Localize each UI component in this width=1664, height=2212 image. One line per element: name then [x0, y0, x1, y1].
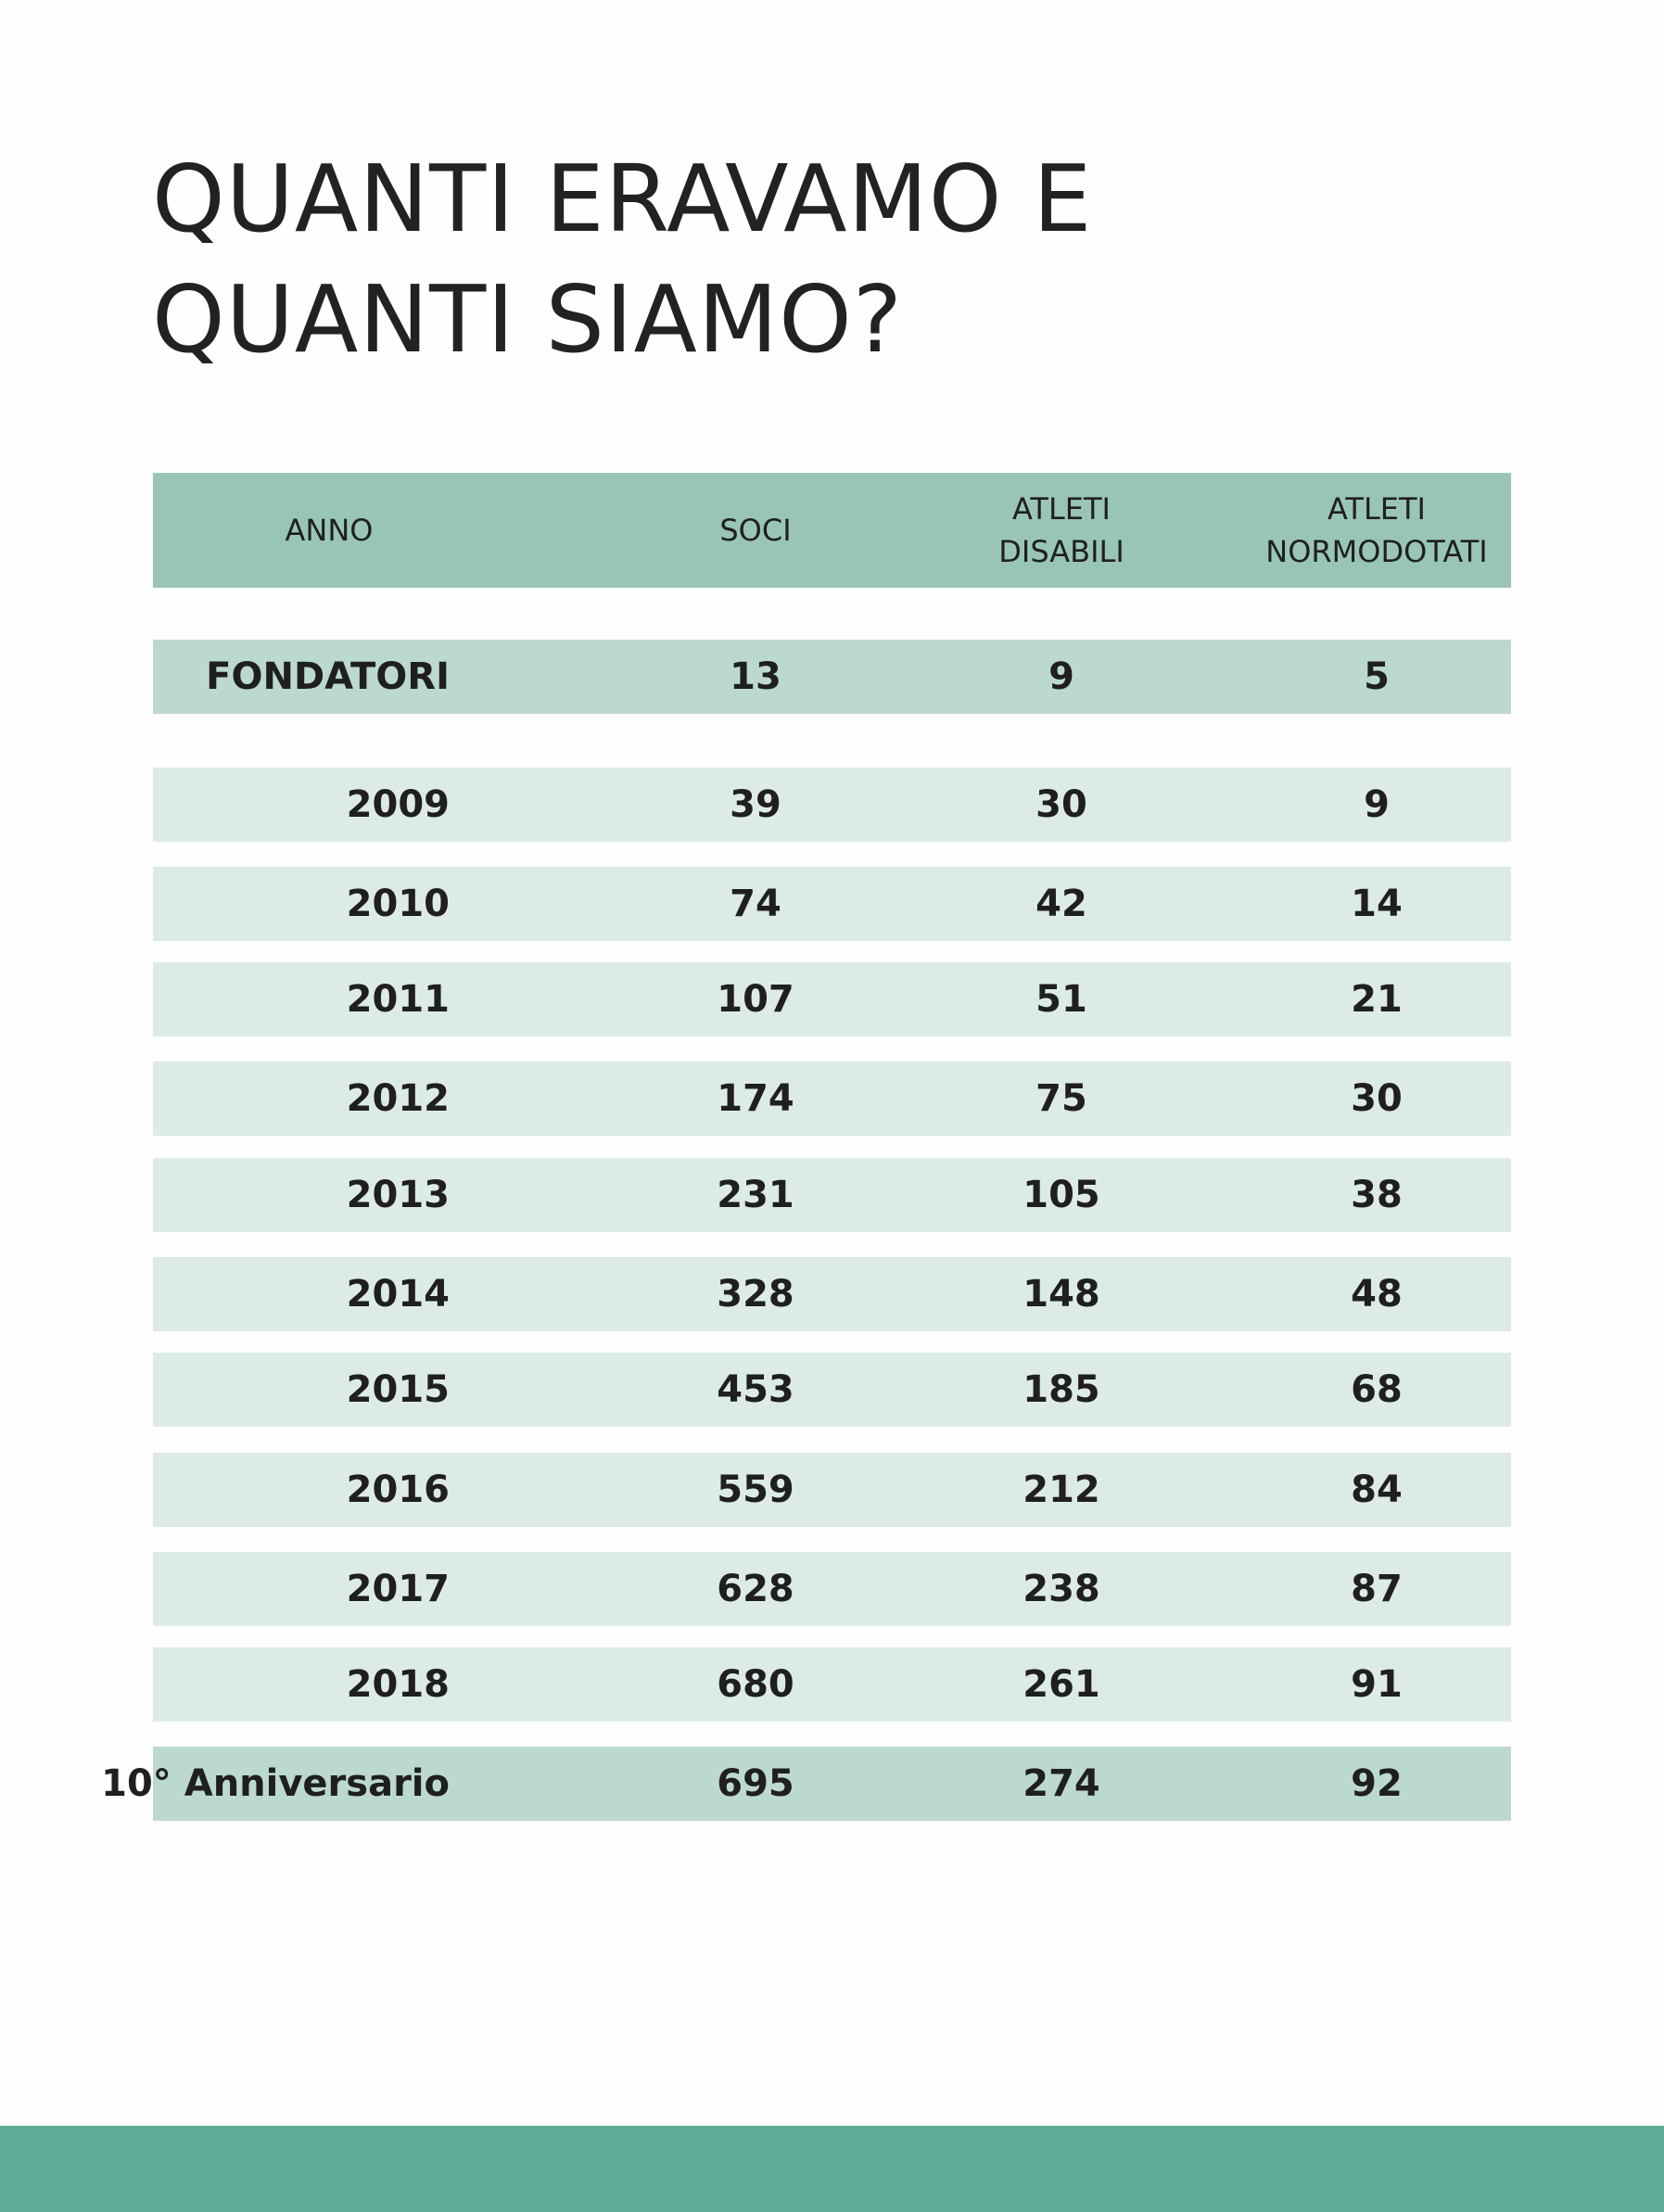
- cell-atleti-normodotati: 91: [1351, 1663, 1403, 1706]
- table-row: [153, 1453, 1511, 1527]
- cell-atleti-disabili: 9: [1048, 655, 1074, 698]
- cell-atleti-normodotati: 38: [1351, 1174, 1403, 1216]
- cell-atleti-normodotati: 48: [1351, 1273, 1403, 1316]
- cell-atleti-normodotati: 21: [1351, 978, 1403, 1021]
- cell-anno: 10° Anniversario: [101, 1762, 450, 1805]
- cell-anno: 2013: [346, 1174, 450, 1216]
- table-row: [153, 640, 1511, 714]
- cell-soci: 628: [717, 1568, 794, 1610]
- cell-anno: 2011: [346, 978, 450, 1021]
- table-row: [153, 1257, 1511, 1331]
- cell-atleti-normodotati: 5: [1364, 655, 1390, 698]
- cell-anno: 2017: [346, 1568, 450, 1610]
- cell-soci: 174: [717, 1077, 794, 1120]
- cell-atleti-normodotati: 84: [1351, 1468, 1403, 1511]
- cell-anno: 2016: [346, 1468, 450, 1511]
- column-header-atleti-normodotati-line-1: ATLETI: [1327, 491, 1426, 527]
- cell-anno: 2010: [346, 883, 450, 925]
- cell-soci: 231: [717, 1174, 794, 1216]
- cell-atleti-disabili: 261: [1023, 1663, 1100, 1706]
- cell-atleti-normodotati: 87: [1351, 1568, 1403, 1610]
- footer-band: [0, 2126, 1664, 2212]
- column-header-atleti-disabili-line-2: DISABILI: [998, 534, 1124, 569]
- cell-anno: 2009: [346, 783, 450, 826]
- column-header-soci: SOCI: [719, 513, 792, 548]
- cell-atleti-disabili: 238: [1023, 1568, 1100, 1610]
- cell-anno: 2015: [346, 1368, 450, 1411]
- cell-anno: 2014: [346, 1273, 450, 1316]
- cell-soci: 453: [717, 1368, 794, 1411]
- cell-atleti-disabili: 51: [1035, 978, 1087, 1021]
- column-header-atleti-disabili: [922, 473, 1200, 588]
- table-row: [153, 1552, 1511, 1626]
- page-title: [152, 139, 1093, 380]
- cell-atleti-normodotati: 30: [1351, 1077, 1403, 1120]
- table-row: [153, 1647, 1511, 1722]
- cell-atleti-normodotati: 68: [1351, 1368, 1403, 1411]
- column-header-atleti-normodotati: [1191, 473, 1562, 588]
- cell-anno: FONDATORI: [206, 655, 450, 698]
- cell-soci: 107: [717, 978, 794, 1021]
- cell-atleti-disabili: 42: [1035, 883, 1087, 925]
- cell-soci: 74: [730, 883, 781, 925]
- page-title-line-2: QUANTI SIAMO?: [152, 265, 903, 374]
- cell-atleti-disabili: 30: [1035, 783, 1087, 826]
- cell-anno: 2018: [346, 1663, 450, 1706]
- cell-atleti-normodotati: 9: [1364, 783, 1390, 826]
- cell-atleti-disabili: 185: [1023, 1368, 1100, 1411]
- page-title-line-1: QUANTI ERAVAMO E: [152, 145, 1093, 253]
- table-row: [153, 1158, 1511, 1232]
- cell-atleti-disabili: 148: [1023, 1273, 1100, 1316]
- table-row: [101, 1747, 1511, 1821]
- column-header-atleti-disabili-line-1: ATLETI: [1012, 491, 1111, 527]
- table-row: [153, 962, 1511, 1036]
- cell-atleti-normodotati: 92: [1351, 1762, 1403, 1805]
- column-header-atleti-normodotati-line-2: NORMODOTATI: [1265, 534, 1488, 569]
- cell-atleti-disabili: 105: [1023, 1174, 1100, 1216]
- cell-soci: 695: [717, 1762, 794, 1805]
- cell-soci: 680: [717, 1663, 794, 1706]
- table-header: [153, 473, 1511, 588]
- cell-soci: 328: [717, 1273, 794, 1316]
- cell-atleti-disabili: 212: [1023, 1468, 1100, 1511]
- table-row: [153, 867, 1511, 941]
- cell-soci: 559: [717, 1468, 794, 1511]
- cell-atleti-normodotati: 14: [1351, 883, 1403, 925]
- cell-soci: 13: [730, 655, 781, 698]
- column-header-anno: ANNO: [285, 513, 374, 548]
- table-row: [153, 1062, 1511, 1136]
- cell-atleti-disabili: 75: [1035, 1077, 1087, 1120]
- cell-soci: 39: [730, 783, 781, 826]
- table-row: [153, 768, 1511, 842]
- cell-atleti-disabili: 274: [1023, 1762, 1100, 1805]
- table-row: [153, 1353, 1511, 1427]
- cell-anno: 2012: [346, 1077, 450, 1120]
